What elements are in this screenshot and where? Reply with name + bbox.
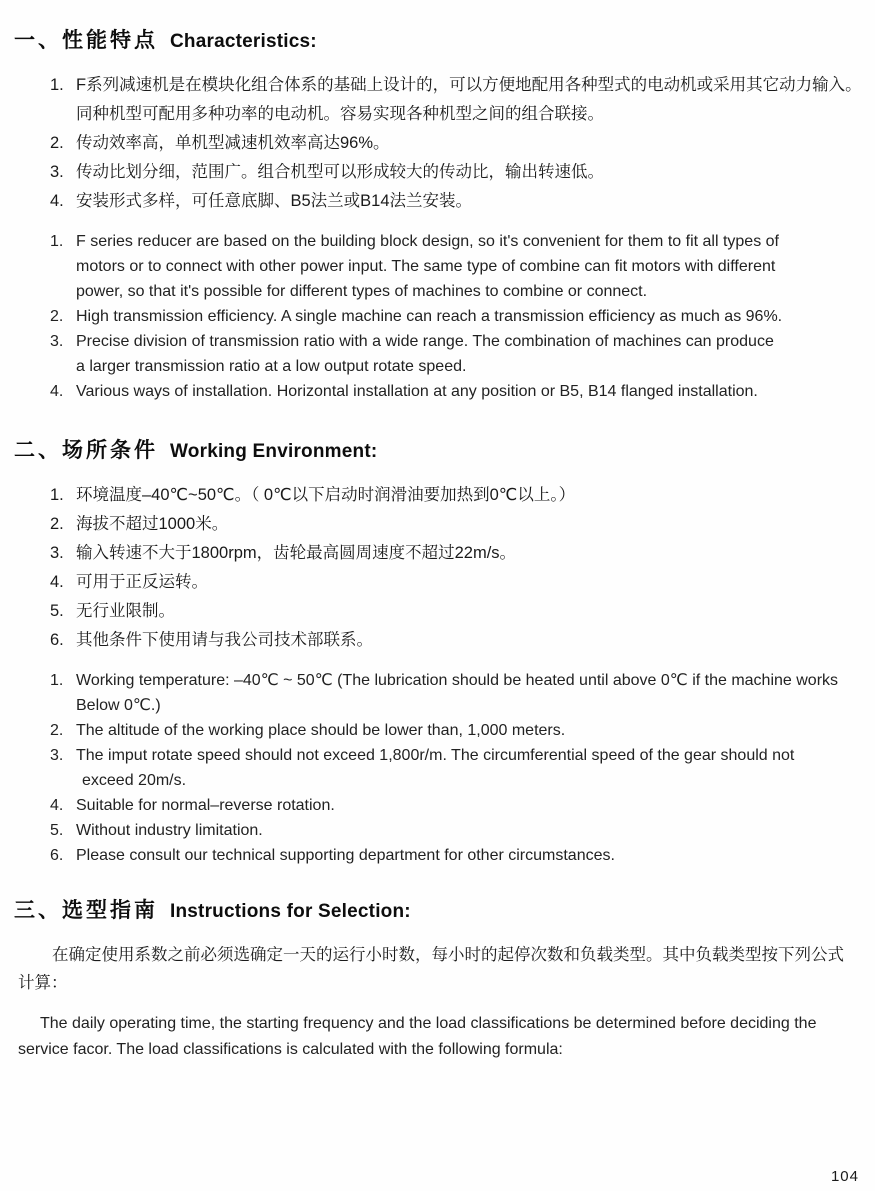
characteristics-list-en xyxy=(50,229,865,404)
list-item xyxy=(50,539,865,568)
item-text: Suitable for normal–reverse rotation. xyxy=(76,797,335,814)
section-characteristics xyxy=(14,28,865,404)
item-number: 4. xyxy=(50,797,64,814)
list-item xyxy=(50,793,865,818)
item-text: Please consult our technical supporting department for other circumstances. xyxy=(76,847,615,864)
list-item xyxy=(50,304,865,329)
item-text xyxy=(76,668,865,718)
list-item xyxy=(50,379,865,404)
list-item xyxy=(50,626,865,655)
item-number: 2. xyxy=(50,722,64,739)
item-line: power, so that it's possible for different types of machines to combine or connect. xyxy=(76,283,648,300)
item-number: 2. xyxy=(50,308,64,325)
item-number: 2. xyxy=(50,515,64,533)
section-heading xyxy=(14,898,865,925)
item-text xyxy=(76,229,865,304)
item-number: 5. xyxy=(50,822,64,839)
item-number: 3. xyxy=(50,163,64,181)
item-text: 其他条件下使用请与我公司技术部联系。 xyxy=(76,631,373,649)
item-text: 可用于正反运转。 xyxy=(76,573,208,591)
list-item xyxy=(50,818,865,843)
item-text xyxy=(76,71,865,129)
item-line: F系列减速机是在模块化组合体系的基础上设计的，可以方便地配用各种型式的电动机或采用其它动力输入。 xyxy=(76,76,862,94)
environment-list-zh xyxy=(50,481,865,655)
item-text xyxy=(76,329,865,379)
list-item xyxy=(50,187,865,216)
page-number: 104 xyxy=(830,1168,859,1185)
item-text: 传动比划分细，范围广。组合机型可以形成较大的传动比，输出转速低。 xyxy=(76,163,604,181)
item-text: 无行业限制。 xyxy=(76,602,175,620)
item-line: F series reducer are based on the building block design, so it's convenient for them to fit all types of xyxy=(76,233,779,250)
section-heading-en: Instructions for Selection: xyxy=(170,901,411,922)
list-item xyxy=(50,718,865,743)
item-line: The imput rotate speed should not exceed 1,800r/m. The circumferential speed of the gear should not xyxy=(76,747,795,764)
section-heading-en: Characteristics: xyxy=(170,31,317,52)
item-number: 1. xyxy=(50,672,64,689)
section-selection-instructions xyxy=(14,898,865,1063)
section-heading-zh: 一、性能特点 xyxy=(14,29,158,52)
paragraph-line: The daily operating time, the starting frequency and the load classifications be determined before deciding the xyxy=(40,1015,817,1032)
item-line: Working temperature: –40℃ ~ 50℃ (The lubrication should be heated until above 0℃ if the machine works xyxy=(76,672,839,689)
item-line: 同种机型可配用多种功率的电动机。容易实现各种机型之间的组合联接。 xyxy=(76,105,604,123)
item-number: 3. xyxy=(50,544,64,562)
item-number: 6. xyxy=(50,847,64,864)
section-heading xyxy=(14,438,865,465)
item-text: 输入转速不大于1800rpm，齿轮最高圆周速度不超过22m/s。 xyxy=(76,544,517,562)
item-text: Various ways of installation. Horizontal installation at any position or B5, B14 flanged installation. xyxy=(76,383,758,400)
item-line: exceed 20m/s. xyxy=(82,772,187,789)
selection-paragraph-en xyxy=(18,1011,865,1063)
paragraph-line: service facor. The load classifications is calculated with the following formula: xyxy=(18,1041,563,1058)
item-text: 环境温度–40℃~50℃。（ 0℃以下启动时润滑油要加热到0℃以上。） xyxy=(76,486,576,504)
item-text: 安装形式多样，可任意底脚、B5法兰或B14法兰安装。 xyxy=(76,192,473,210)
list-item xyxy=(50,329,865,379)
item-text: High transmission efficiency. A single machine can reach a transmission efficiency as much as 96%. xyxy=(76,308,783,325)
item-number: 4. xyxy=(50,573,64,591)
list-item xyxy=(50,510,865,539)
list-item xyxy=(50,129,865,158)
characteristics-list-zh xyxy=(50,71,865,216)
item-text: 海拔不超过1000米。 xyxy=(76,515,229,533)
item-line: Precise division of transmission ratio with a wide range. The combination of machines can produce xyxy=(76,333,774,350)
selection-paragraph-zh xyxy=(18,941,865,997)
list-item xyxy=(50,229,865,304)
section-heading-zh: 二、场所条件 xyxy=(14,439,158,462)
list-item xyxy=(50,668,865,718)
item-number: 3. xyxy=(50,747,64,764)
item-number: 2. xyxy=(50,134,64,152)
list-item xyxy=(50,481,865,510)
section-heading-en: Working Environment: xyxy=(170,441,378,462)
item-number: 3. xyxy=(50,333,64,350)
item-number: 1. xyxy=(50,76,64,94)
paragraph-line: 计算： xyxy=(18,974,68,992)
item-line: motors or to connect with other power input. The same type of combine can fit motors with different xyxy=(76,258,776,275)
item-text xyxy=(76,743,865,793)
item-number: 1. xyxy=(50,233,64,250)
section-heading xyxy=(14,28,865,55)
list-item xyxy=(50,568,865,597)
item-number: 4. xyxy=(50,383,64,400)
environment-list-en xyxy=(50,668,865,868)
item-text: The altitude of the working place should be lower than, 1,000 meters. xyxy=(76,722,566,739)
item-text: 传动效率高，单机型减速机效率高达96%。 xyxy=(76,134,390,152)
paragraph-line: 在确定使用系数之前必须选确定一天的运行小时数，每小时的起停次数和负载类型。其中负载类型按下列公式 xyxy=(52,946,844,964)
item-number: 6. xyxy=(50,631,64,649)
item-number: 5. xyxy=(50,602,64,620)
list-item xyxy=(50,158,865,187)
list-item xyxy=(50,71,865,129)
list-item xyxy=(50,743,865,793)
item-line: Below 0℃.) xyxy=(76,697,161,714)
list-item xyxy=(50,597,865,626)
section-heading-zh: 三、选型指南 xyxy=(14,899,158,922)
list-item xyxy=(50,843,865,868)
item-number: 4. xyxy=(50,192,64,210)
section-working-environment xyxy=(14,438,865,868)
item-number: 1. xyxy=(50,486,64,504)
item-text: Without industry limitation. xyxy=(76,822,263,839)
item-line: a larger transmission ratio at a low output rotate speed. xyxy=(76,358,467,375)
